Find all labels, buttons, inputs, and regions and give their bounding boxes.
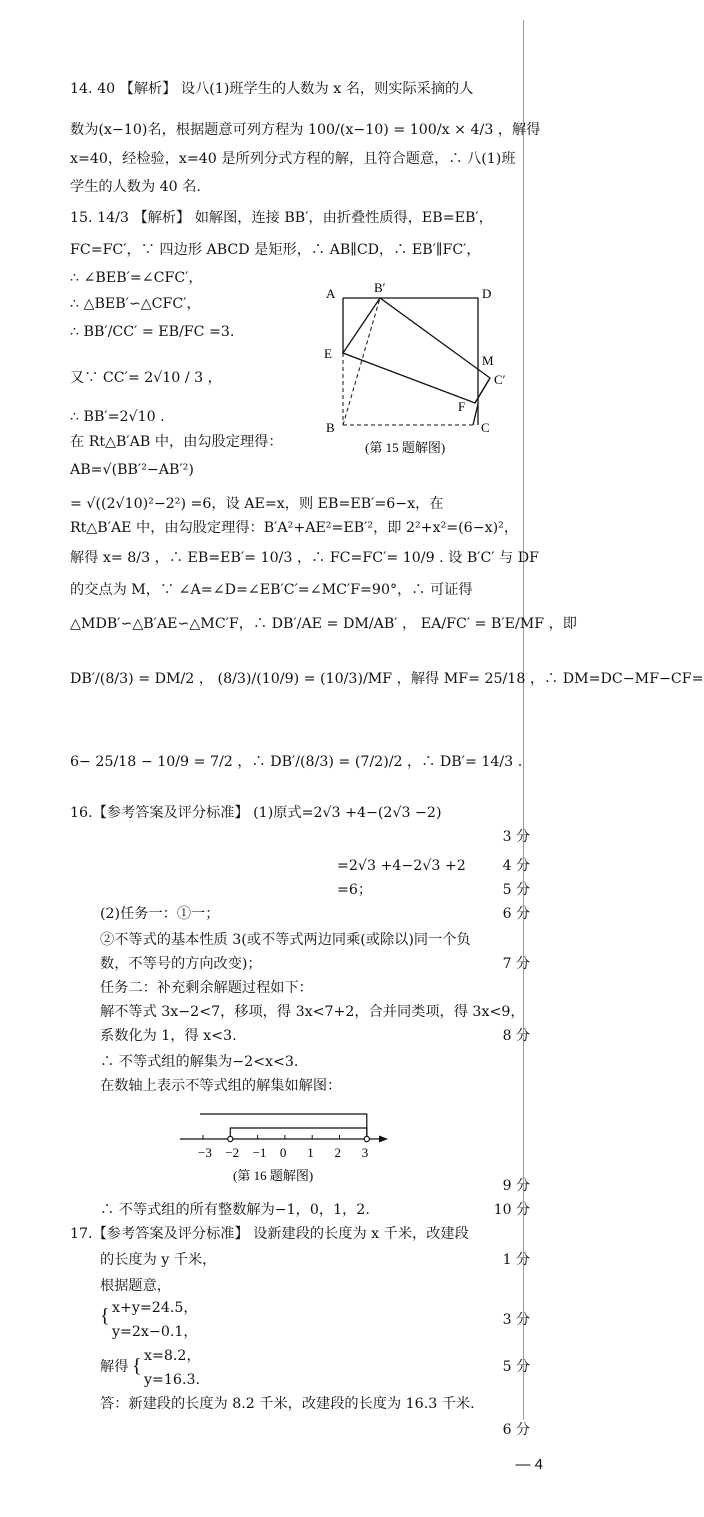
- p17-line: 解得: [100, 1359, 129, 1375]
- open-endpoint: [364, 1136, 369, 1141]
- score-mark: 5 分: [502, 882, 530, 898]
- score-mark: 8 分: [502, 1028, 530, 1044]
- number-line-tick-label: −1: [252, 1145, 267, 1160]
- p16-line: ②不等式的基本性质 3(或不等式两边同乘(或除以)同一个负: [100, 932, 471, 948]
- label-F: F: [458, 399, 466, 414]
- p16-line: =2√3 +4−2√3 +2: [337, 858, 466, 874]
- p15-line: 15. 14/3 【解析】 如解图，连接 BB′，由折叠性质得，EB=EB′，: [70, 210, 493, 226]
- p15-line: 的交点为 M，∵ ∠A=∠D=∠EB′C′=∠MC′F=90°，∴ 可证得: [70, 582, 473, 598]
- p17-equation: y=2x−0.1，: [112, 1324, 198, 1340]
- label-D: D: [482, 286, 492, 301]
- score-mark: 6 分: [502, 906, 530, 922]
- p17-line: 答：新建段的长度为 8.2 千米，改建段的长度为 16.3 千米.: [100, 1396, 475, 1412]
- p17-equation: x=8.2，: [144, 1348, 201, 1364]
- score-mark: 7 分: [502, 956, 530, 972]
- p15-line: 6− 25/18 − 10/9 = 7/2 ，∴ DB′/(8/3) = (7/2)/2 ，∴ DB′= 14/3 .: [70, 754, 523, 770]
- p15-line: = √((2√10)²−2²) =6，设 AE=x，则 EB=EB′=6−x，在: [70, 496, 444, 512]
- score-mark: 3 分: [502, 829, 530, 845]
- p16-line: ∴ 不等式组的解集为−2<x<3.: [100, 1054, 299, 1070]
- p15-line: DB′/(8/3) = DM/2 ， (8/3)/(10/9) = (10/3)/MF ，解得 MF= 25/18 ，∴ DM=DC−MF−CF=: [70, 671, 704, 687]
- p16-line: =6；: [337, 882, 373, 898]
- p15-line: 解得 x= 8/3 ，∴ EB=EB′= 10/3 ，∴ FC=FC′= 10/9 . 设 B′C′ 与 DF: [70, 550, 539, 566]
- p16-line: (2)任务一：①一；: [100, 906, 220, 922]
- p16-line: 任务二：补充剩余解题过程如下：: [100, 980, 313, 996]
- p17-equation: y=16.3.: [144, 1372, 201, 1388]
- p15-line: ∴ ∠BEB′=∠CFC′，: [70, 270, 203, 286]
- page-number: — 4: [515, 1456, 543, 1473]
- p17-line: 17.【参考答案及评分标准】 设新建段的长度为 x 千米，改建段: [70, 1226, 469, 1242]
- p16-line: 数，不等号的方向改变)；: [100, 956, 262, 972]
- label-B: B: [326, 420, 335, 435]
- p14-line: 学生的人数为 40 名.: [70, 179, 201, 195]
- label-A: A: [326, 286, 336, 301]
- score-mark: 10 分: [493, 1202, 530, 1218]
- p15-line: ∴ BB′=2√10 .: [70, 409, 165, 425]
- p15-line: △MDB′∽△B′AE∽△MC′F，∴ DB′/AE = DM/AB′ ， EA/FC′ = B′E/MF ，即: [70, 616, 577, 632]
- label-B-prime: B′: [374, 280, 386, 295]
- label-E: E: [324, 346, 332, 361]
- p14-line: x=40，经检验，x=40 是所列分式方程的解，且符合题意，∴ 八(1)班: [70, 151, 516, 167]
- p15-line: FC=FC′，∵ 四边形 ABCD 是矩形，∴ AB∥CD，∴ EB′∥FC′，: [70, 242, 481, 258]
- brace: {: [100, 1305, 110, 1327]
- label-M: M: [482, 353, 494, 368]
- number-line-tick-label: 0: [279, 1145, 287, 1160]
- p16-line: 在数轴上表示不等式组的解集如解图：: [100, 1078, 342, 1094]
- p15-line: ∴ BB′/CC′ = EB/FC =3.: [70, 324, 235, 340]
- p14-line: 14. 40 【解析】 设八(1)班学生的人数为 x 名，则实际采摘的人: [70, 81, 474, 97]
- open-endpoint: [228, 1136, 233, 1141]
- score-mark: 9 分: [502, 1178, 530, 1194]
- p14-line: 数为(x−10)名，根据题意可列方程为 100/(x−10) = 100/x × 4/3 ，解得: [70, 122, 541, 138]
- p17-equation: x+y=24.5，: [112, 1300, 198, 1316]
- p17-line: 的长度为 y 千米，: [100, 1252, 217, 1268]
- number-line-tick-label: 1: [307, 1145, 314, 1160]
- score-mark: 5 分: [502, 1359, 530, 1375]
- p16-line: 系数化为 1，得 x<3.: [100, 1028, 237, 1044]
- label-C-prime: C′: [494, 372, 506, 387]
- p15-line: ∴ △BEB′∽△CFC′，: [70, 296, 201, 312]
- number-line-tick-label: 3: [361, 1145, 369, 1160]
- p16-line: 解不等式 3x−2<7，移项，得 3x<7+2，合并同类项，得 3x<9，: [100, 1004, 525, 1020]
- score-mark: 6 分: [502, 1422, 530, 1438]
- p17-line: 根据题意，: [100, 1278, 171, 1294]
- figure-16-caption: (第 16 题解图): [233, 1168, 314, 1183]
- number-line-tick-label: 2: [334, 1145, 341, 1160]
- p15-line: AB=√(BB′²−AB′²): [70, 462, 194, 478]
- label-C: C: [481, 420, 490, 435]
- score-mark: 4 分: [502, 858, 530, 874]
- p16-line: 16.【参考答案及评分标准】 (1)原式=2√3 +4−(2√3 −2): [70, 805, 442, 821]
- p15-line: 又∵ CC′= 2√10 / 3 ，: [70, 370, 222, 386]
- p15-line: 在 Rt△B′AB 中，由勾股定理得：: [70, 434, 283, 450]
- number-line-tick-label: −3: [198, 1145, 212, 1160]
- score-mark: 3 分: [502, 1312, 530, 1328]
- brace: {: [132, 1355, 142, 1377]
- score-mark: 1 分: [502, 1252, 530, 1268]
- number-line-figure-16: [175, 1106, 395, 1186]
- solution-bracket: [200, 1114, 367, 1139]
- solution-bracket: [230, 1128, 366, 1139]
- figure-15-caption: (第 15 题解图): [365, 440, 446, 455]
- number-line-tick-label: −2: [225, 1145, 240, 1160]
- p15-line: Rt△B′AE 中，由勾股定理得：B′A²+AE²=EB′²，即 2²+x²=(6−x)²，: [70, 520, 519, 536]
- fold-figure-15: [318, 278, 524, 458]
- p16-line: ∴ 不等式组的所有整数解为−1，0，1，2.: [100, 1202, 370, 1218]
